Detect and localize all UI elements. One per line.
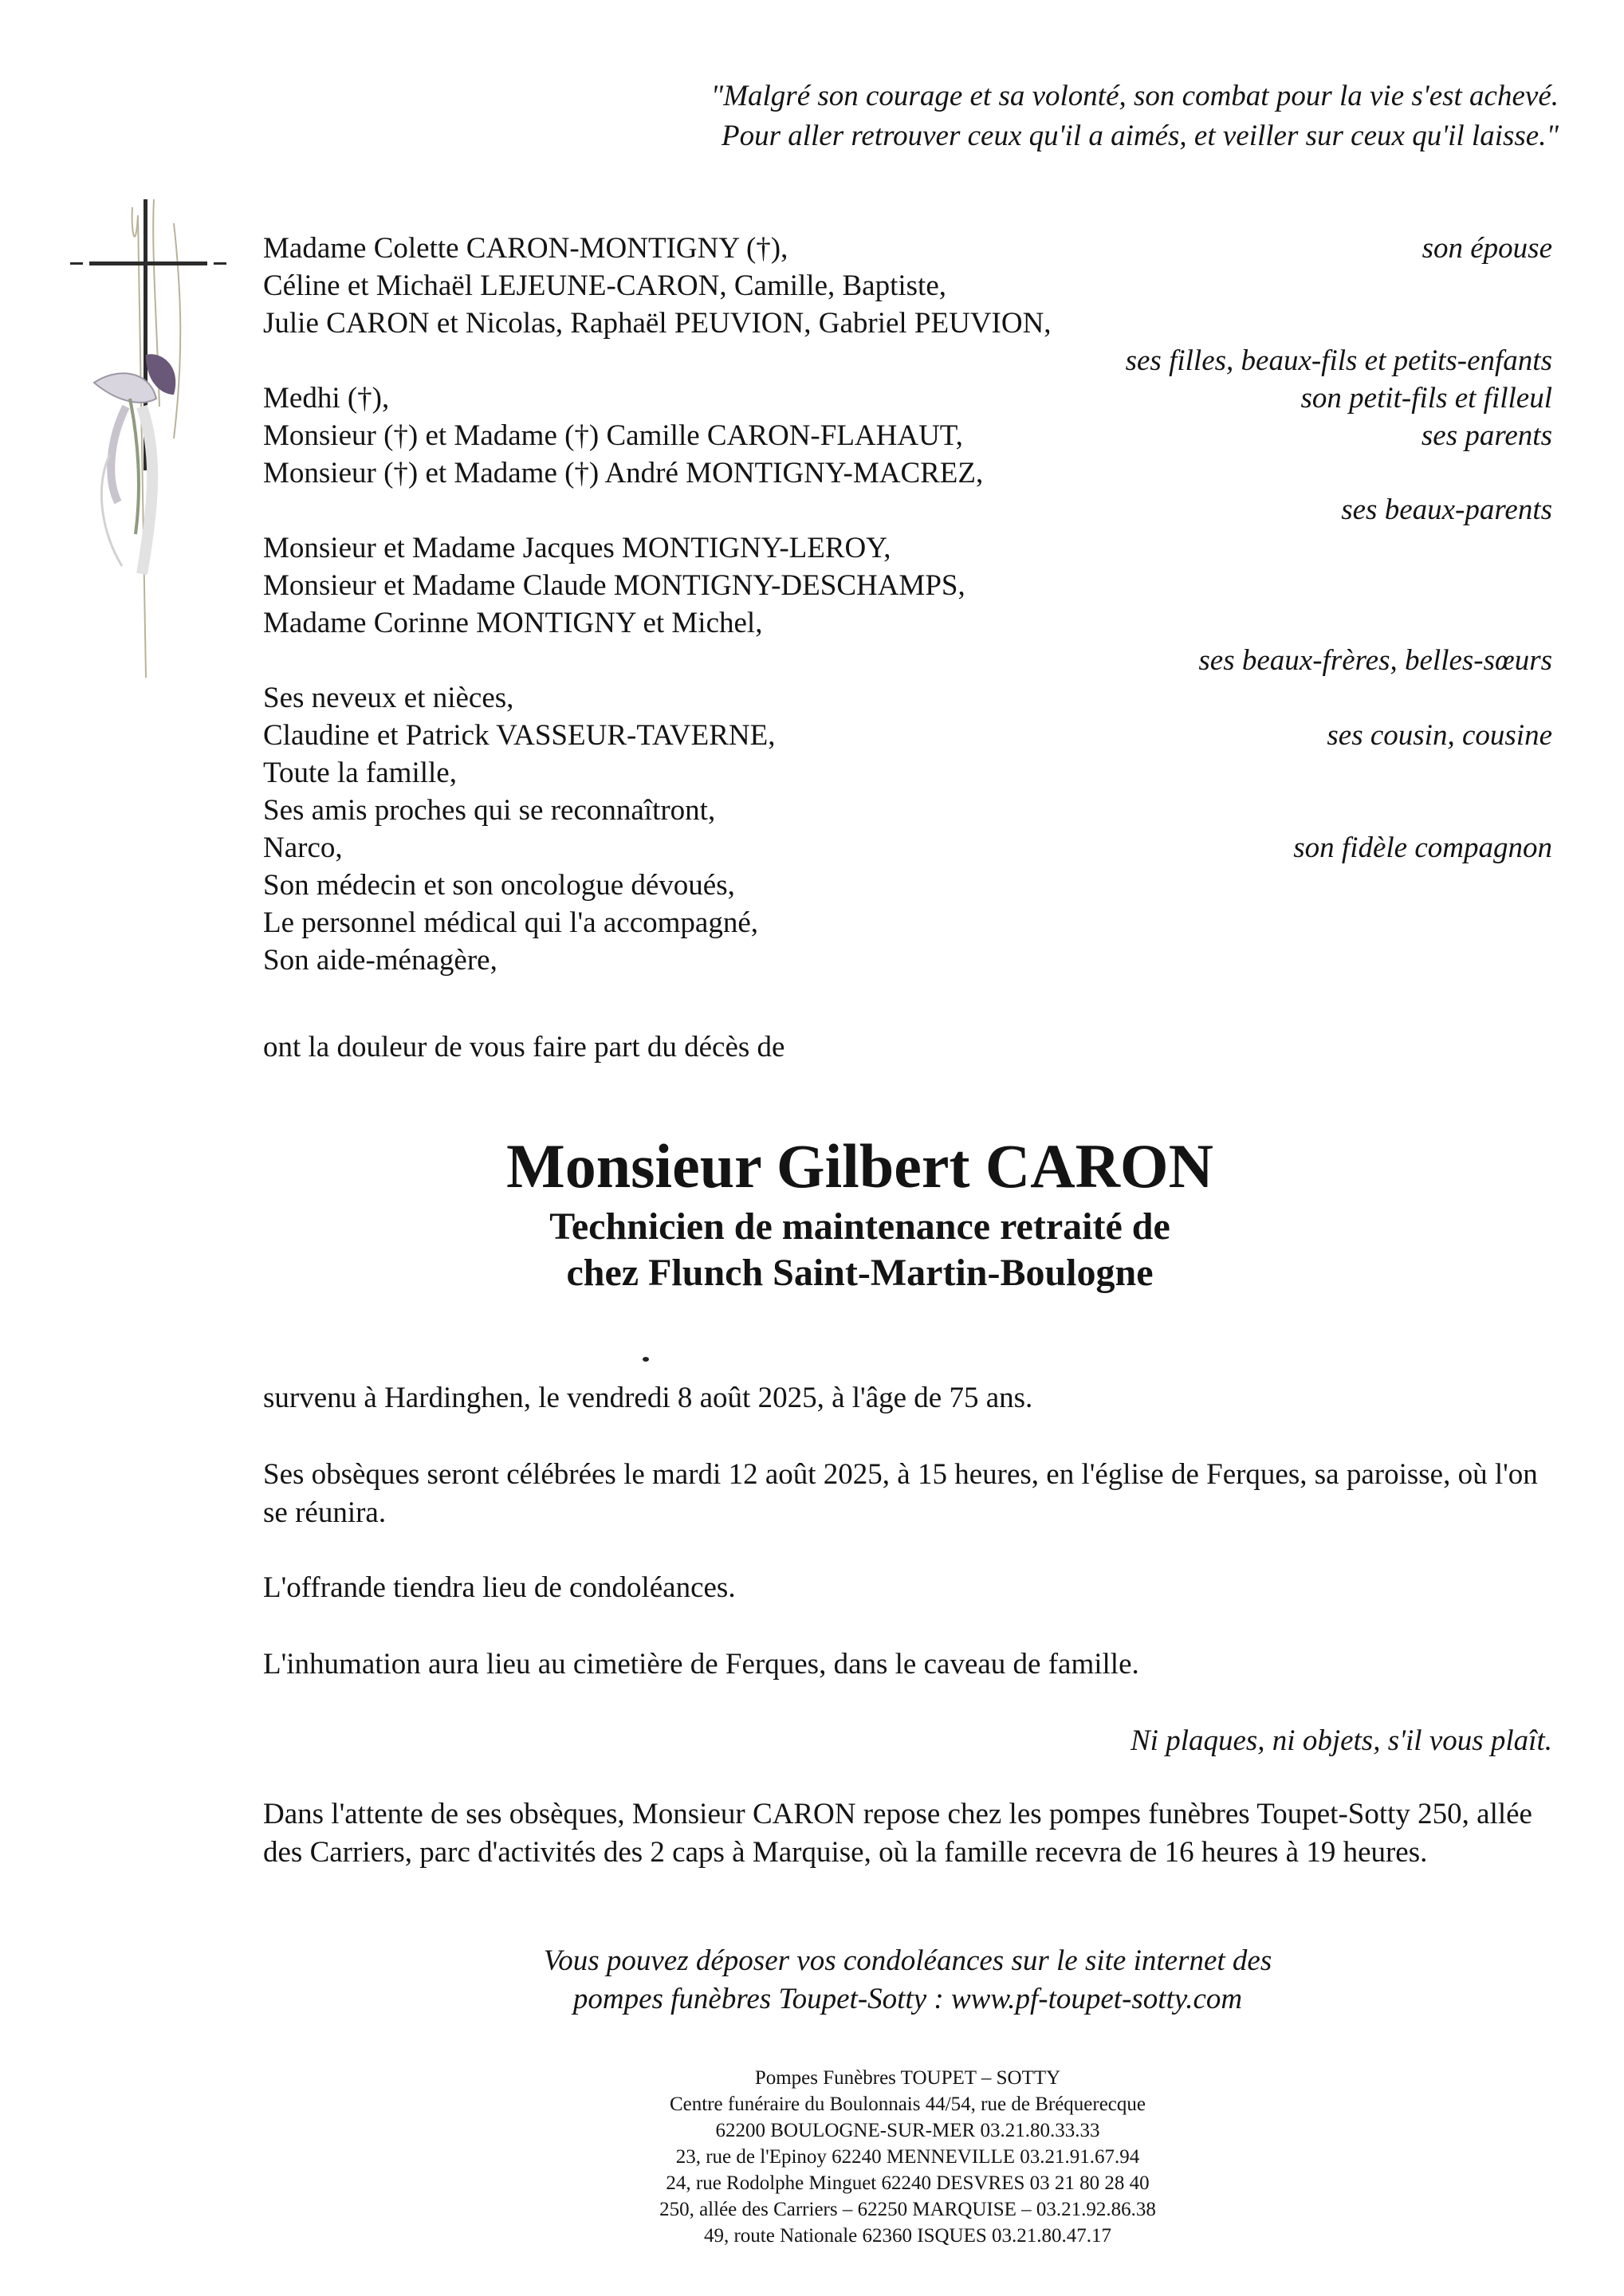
family-member: Son aide-ménagère,: [263, 944, 497, 977]
ornament-dot: [643, 1357, 649, 1362]
family-row: [263, 567, 1552, 604]
family-member: Madame Corinne MONTIGNY et Michel,: [263, 607, 763, 639]
funeral-paragraph: Ses obsèques seront célébrées le mardi 12 août 2025, à 15 heures, en l'église de Ferques, sa paroisse, où l'on se réunira.: [263, 1458, 1538, 1529]
condolences-line-1: Vous pouvez déposer vos condoléances sur le site internet des: [543, 1944, 1272, 1977]
family-relation: ses filles, beaux-fils et petits-enfants: [1125, 344, 1552, 377]
family-member: Monsieur (†) et Madame (†) André MONTIGNY-MACREZ,: [263, 457, 984, 489]
footer-line: Pompes Funèbres TOUPET – SOTTY: [754, 2067, 1061, 2089]
family-row: [263, 754, 1552, 792]
family-relation: son épouse: [1421, 232, 1552, 265]
offering-details: [263, 1569, 1552, 1607]
family-row: [263, 342, 1552, 379]
death-paragraph: survenu à Hardinghen, le vendredi 8 août 2025, à l'âge de 75 ans.: [263, 1382, 1033, 1414]
deceased-occupation: [0, 1204, 1624, 1296]
family-list: [263, 230, 1552, 979]
funeral-details: [263, 1456, 1552, 1532]
family-row: [263, 792, 1552, 829]
funeral-home-footer: [0, 2065, 1624, 2249]
condolences-notice: [0, 1942, 1624, 2019]
occupation-line-1: Technicien de maintenance retraité de: [549, 1205, 1170, 1248]
family-row: [263, 417, 1552, 454]
family-relation: ses cousin, cousine: [1327, 719, 1552, 752]
footer-line: Centre funéraire du Boulonnais 44/54, rue de Bréquerecque: [669, 2094, 1146, 2115]
burial-details: [263, 1645, 1552, 1684]
occupation-line-2: chez Flunch Saint-Martin-Boulogne: [566, 1252, 1154, 1294]
no-flowers-text: Ni plaques, ni objets, s'il vous plaît.: [1130, 1724, 1552, 1757]
family-row: [263, 529, 1552, 567]
family-relation: son fidèle compagnon: [1293, 832, 1552, 864]
family-member: Narco,: [263, 832, 343, 864]
family-row: [263, 942, 1552, 979]
no-flowers-note: [263, 1722, 1552, 1760]
resting-details: [263, 1795, 1552, 1872]
family-relation: ses parents: [1421, 419, 1552, 452]
family-member: Ses neveux et nièces,: [263, 682, 514, 714]
family-relation: son petit-fils et filleul: [1300, 382, 1552, 415]
family-member: Madame Colette CARON-MONTIGNY (†),: [263, 232, 788, 265]
family-member: Claudine et Patrick VASSEUR-TAVERNE,: [263, 719, 776, 752]
wheat-stalks-icon: [132, 199, 181, 678]
family-row: [263, 230, 1552, 267]
family-member: Le personnel médical qui l'a accompagné,: [263, 906, 759, 939]
resting-paragraph: Dans l'attente de ses obsèques, Monsieur CARON repose chez les pompes funèbres Toupet-Sotty 250, allée des Carriers, parc d'activités des 2 caps à Marquise, où la famille recevra de 16 heures à 19 heures.: [263, 1798, 1532, 1869]
family-row: [263, 904, 1552, 942]
family-row: [263, 642, 1552, 679]
footer-line: 62200 BOULOGNE-SUR-MER 03.21.80.33.33: [715, 2120, 1100, 2141]
cross-with-lily-illustration: [62, 199, 246, 694]
family-relation: ses beaux-parents: [1341, 493, 1552, 526]
offering-paragraph: L'offrande tiendra lieu de condoléances.: [263, 1571, 736, 1604]
family-member: Medhi (†),: [263, 382, 390, 415]
footer-line: 24, rue Rodolphe Minguet 62240 DESVRES 03 21 80 28 40: [666, 2172, 1150, 2194]
family-row: [263, 604, 1552, 642]
announcement-text: ont la douleur de vous faire part du décès de: [263, 1031, 785, 1063]
death-details: [263, 1379, 1552, 1417]
footer-line: 250, allée des Carriers – 62250 MARQUISE – 03.21.92.86.38: [659, 2199, 1156, 2220]
condolences-line-2: pompes funèbres Toupet-Sotty : www.pf-toupet-sotty.com: [572, 1983, 1243, 2015]
opening-quote: [711, 77, 1559, 156]
deceased-name: Monsieur Gilbert CARON: [506, 1131, 1213, 1201]
burial-paragraph: L'inhumation aura lieu au cimetière de Ferques, dans le caveau de famille.: [263, 1648, 1139, 1681]
quote-line-2: Pour aller retrouver ceux qu'il a aimés, et veiller sur ceux qu'il laisse.": [721, 120, 1559, 152]
family-member: Julie CARON et Nicolas, Raphaël PEUVION, Gabriel PEUVION,: [263, 307, 1052, 340]
family-row: [263, 454, 1552, 492]
family-row: [263, 717, 1552, 754]
family-relation: ses beaux-frères, belles-sœurs: [1198, 644, 1552, 677]
family-row: [263, 491, 1552, 529]
lily-flower-icon: [94, 354, 175, 574]
family-row: [263, 829, 1552, 867]
family-member: Céline et Michaël LEJEUNE-CARON, Camille, Baptiste,: [263, 269, 946, 302]
footer-line: 49, route Nationale 62360 ISQUES 03.21.80.47.17: [703, 2225, 1112, 2247]
family-member: Son médecin et son oncologue dévoués,: [263, 869, 735, 902]
family-member: Ses amis proches qui se reconnaîtront,: [263, 794, 716, 827]
family-row: [263, 679, 1552, 717]
family-member: Toute la famille,: [263, 757, 457, 789]
quote-line-1: "Malgré son courage et sa volonté, son combat pour la vie s'est achevé.: [710, 80, 1559, 112]
footer-line: 23, rue de l'Epinoy 62240 MENNEVILLE 03.21.91.67.94: [675, 2146, 1140, 2168]
family-member: Monsieur et Madame Jacques MONTIGNY-LEROY,: [263, 532, 891, 564]
family-row: [263, 867, 1552, 904]
family-row: [263, 305, 1552, 342]
family-member: Monsieur (†) et Madame (†) Camille CARON-FLAHAUT,: [263, 419, 963, 452]
family-row: [263, 379, 1552, 417]
family-row: [263, 267, 1552, 305]
family-member: Monsieur et Madame Claude MONTIGNY-DESCHAMPS,: [263, 569, 965, 602]
